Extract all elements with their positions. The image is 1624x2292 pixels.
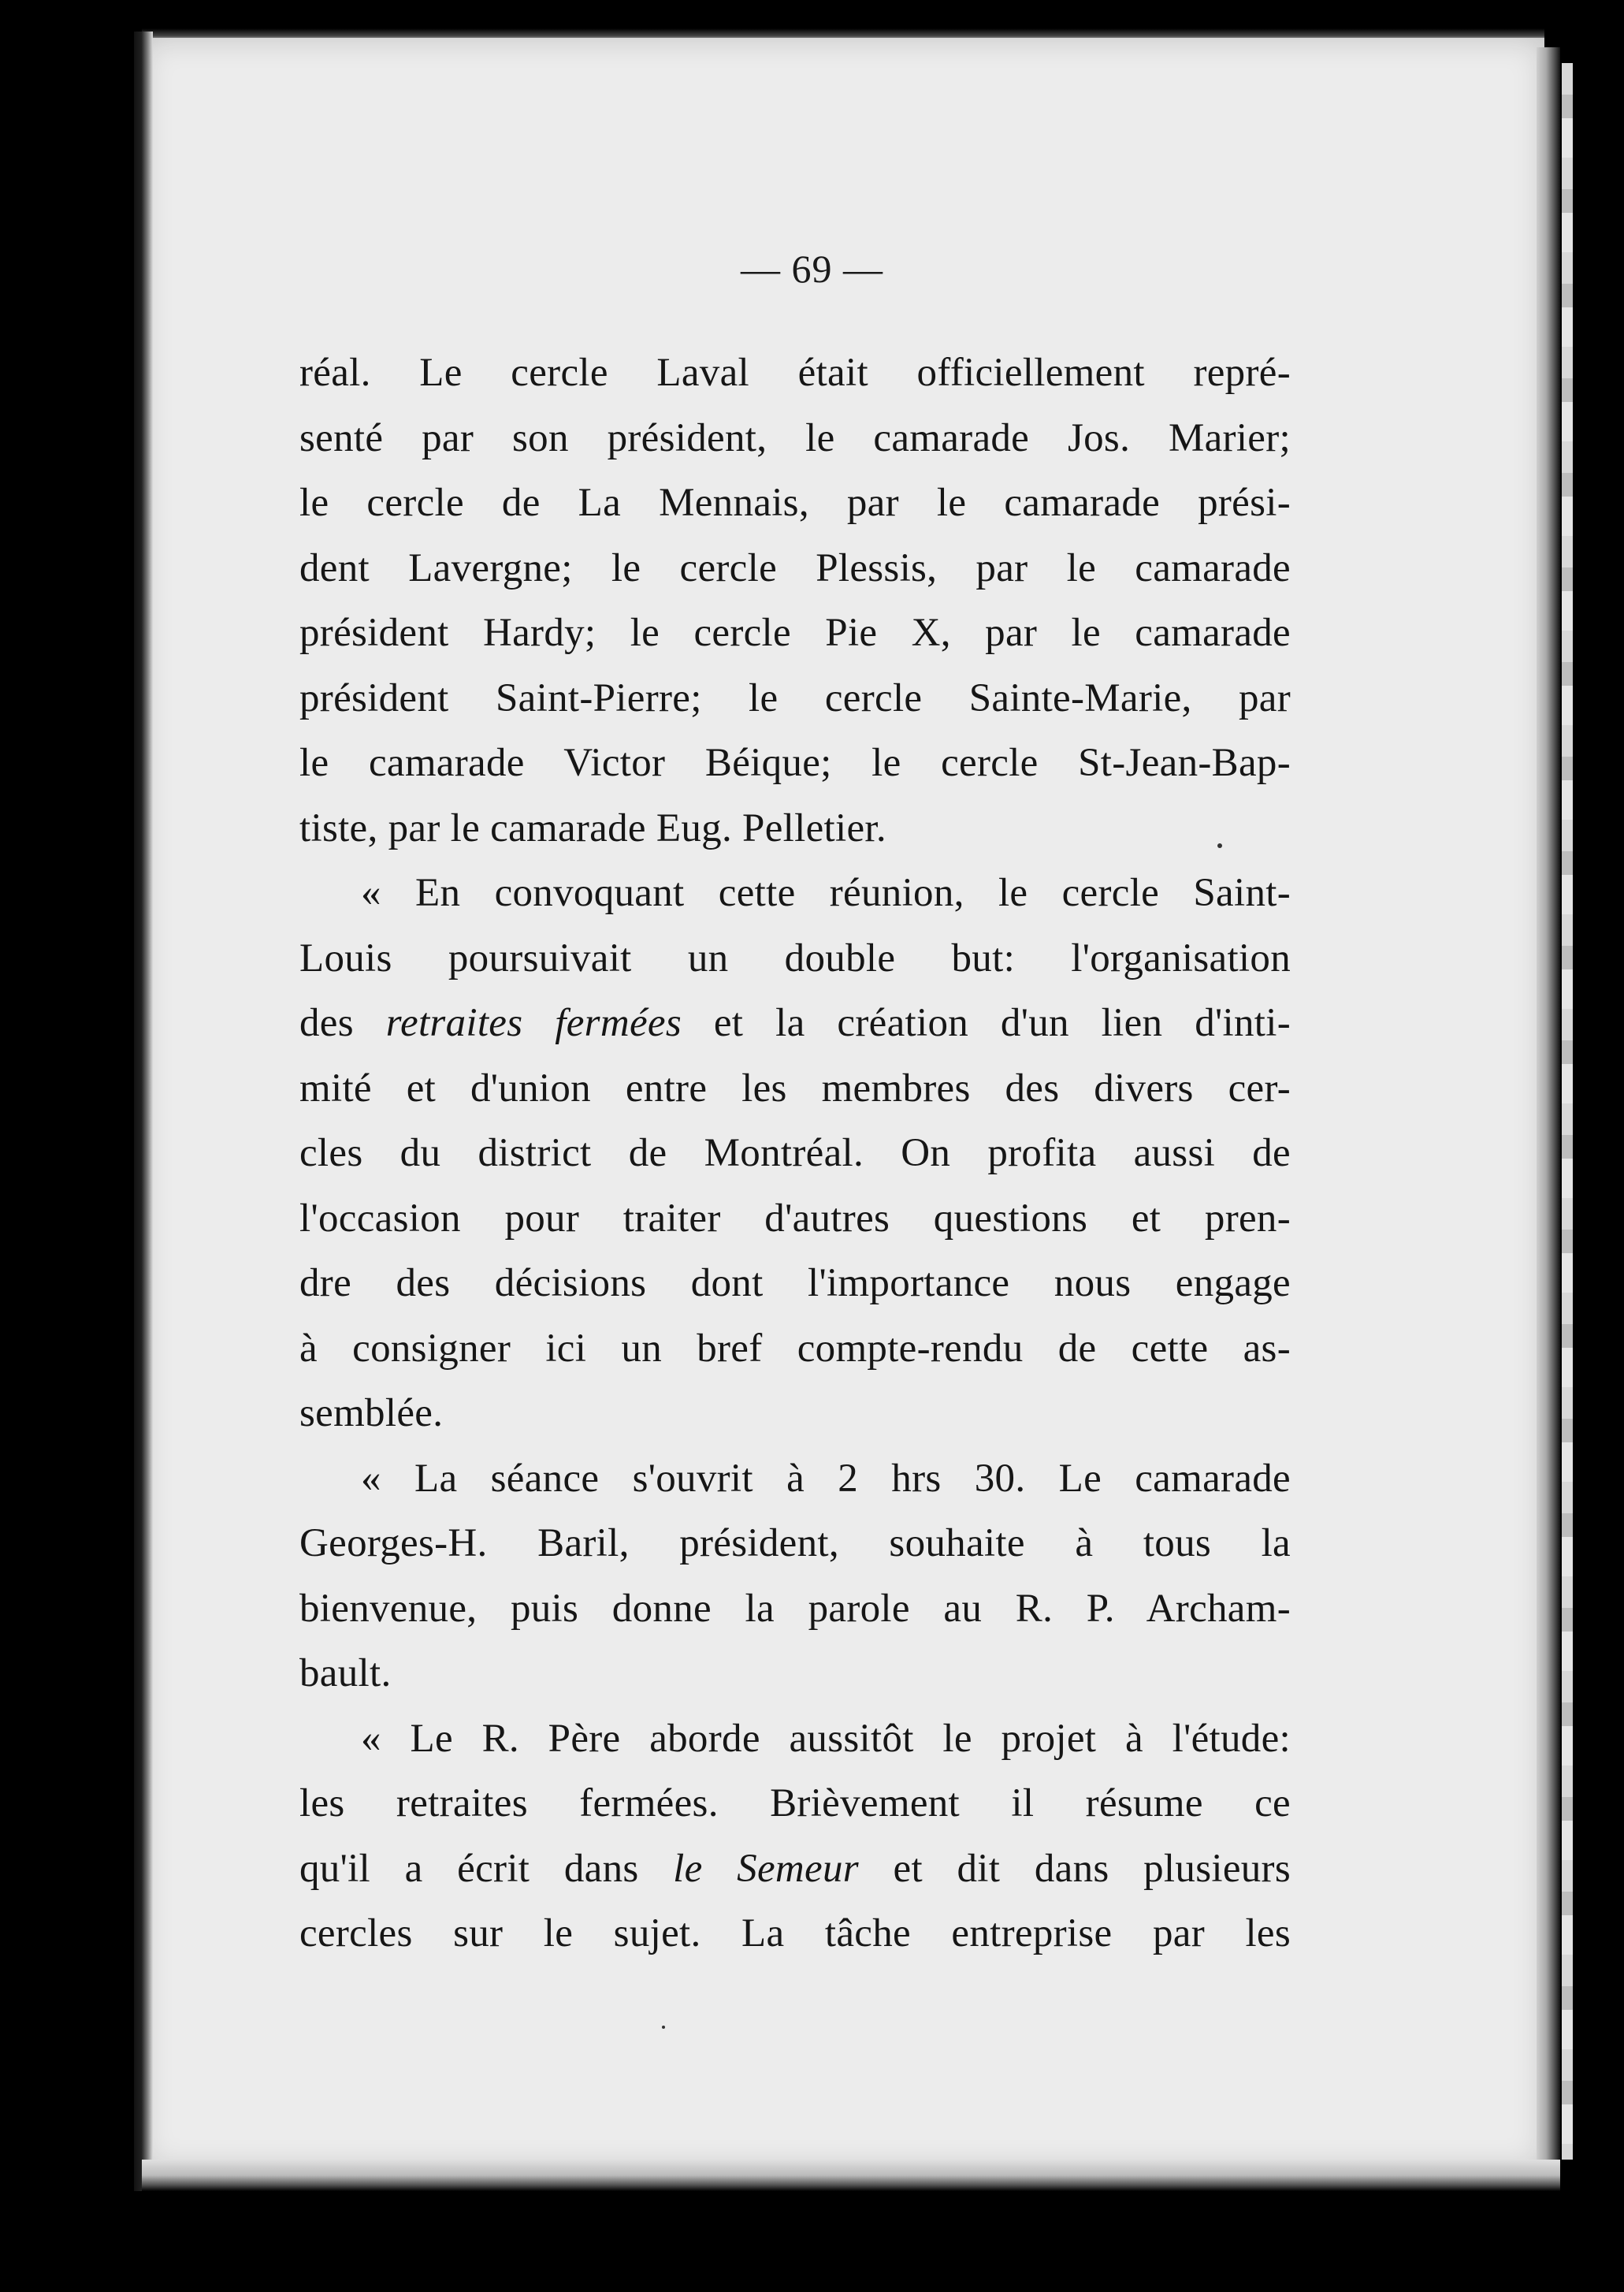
page-right-edge (1537, 47, 1560, 2167)
text-segment: des (299, 1001, 386, 1045)
page-number: — 69 — (741, 247, 883, 291)
text-line: « En convoquant cette réunion, le cercle Saint- (361, 871, 1291, 915)
page-binding-edge (134, 32, 153, 2191)
page-bottom-edge (142, 2160, 1560, 2191)
text-segment: qu'il a écrit dans (299, 1846, 674, 1891)
text-segment: et dit dans plusieurs (858, 1846, 1291, 1891)
text-line: président Hardy; le cercle Pie X, par le camarade (299, 611, 1291, 655)
text-line: cercles sur le sujet. La tâche entreprise par les (299, 1911, 1291, 1955)
text-line: « La séance s'ouvrit à 2 hrs 30. Le camarade (361, 1456, 1291, 1501)
text-line: bault. (299, 1651, 392, 1695)
text-line: dre des décisions dont l'importance nous engage (299, 1261, 1291, 1305)
text-line: tiste, par le camarade Eug. Pelletier. (299, 806, 886, 850)
body-text (299, 340, 1291, 1966)
text-line: réal. Le cercle Laval était officiellement repré- (299, 351, 1291, 395)
text-segment: et la création d'un lien d'inti- (681, 1001, 1291, 1045)
text-line: dent Lavergne; le cercle Plessis, par le camarade (299, 545, 1291, 590)
text-line: Louis poursuivait un double but: l'organisation (299, 936, 1291, 980)
ink-speck (662, 2026, 665, 2029)
italic-title: retraites fermées (385, 1001, 682, 1045)
text-line: le camarade Victor Béique; le cercle St-Jean-Bap- (299, 741, 1291, 785)
text-line: bienvenue, puis donne la parole au R. P. Archam- (299, 1586, 1291, 1631)
text-line (299, 991, 1291, 1056)
text-line: « Le R. Père aborde aussitôt le projet à l'étude: (361, 1716, 1291, 1761)
page-stack-edge (1562, 63, 1573, 2160)
text-line: mité et d'union entre les membres des divers cer- (299, 1066, 1291, 1111)
text-line: président Saint-Pierre; le cercle Sainte-Marie, par (299, 675, 1291, 720)
text-line: Georges-H. Baril, président, souhaite à tous la (299, 1521, 1291, 1565)
text-line: le cercle de La Mennais, par le camarade prési- (299, 481, 1291, 525)
text-line: cles du district de Montréal. On profita aussi de (299, 1131, 1291, 1175)
text-line: l'occasion pour traiter d'autres questions et pren- (299, 1196, 1291, 1241)
text-line: senté par son président, le camarade Jos. Marier; (299, 415, 1291, 460)
text-line (299, 1836, 1291, 1902)
text-line: les retraites fermées. Brièvement il résume ce (299, 1781, 1291, 1825)
text-line: à consigner ici un bref compte-rendu de cette as- (299, 1326, 1291, 1371)
text-line: semblée. (299, 1391, 444, 1435)
italic-title: le Semeur (673, 1846, 859, 1891)
